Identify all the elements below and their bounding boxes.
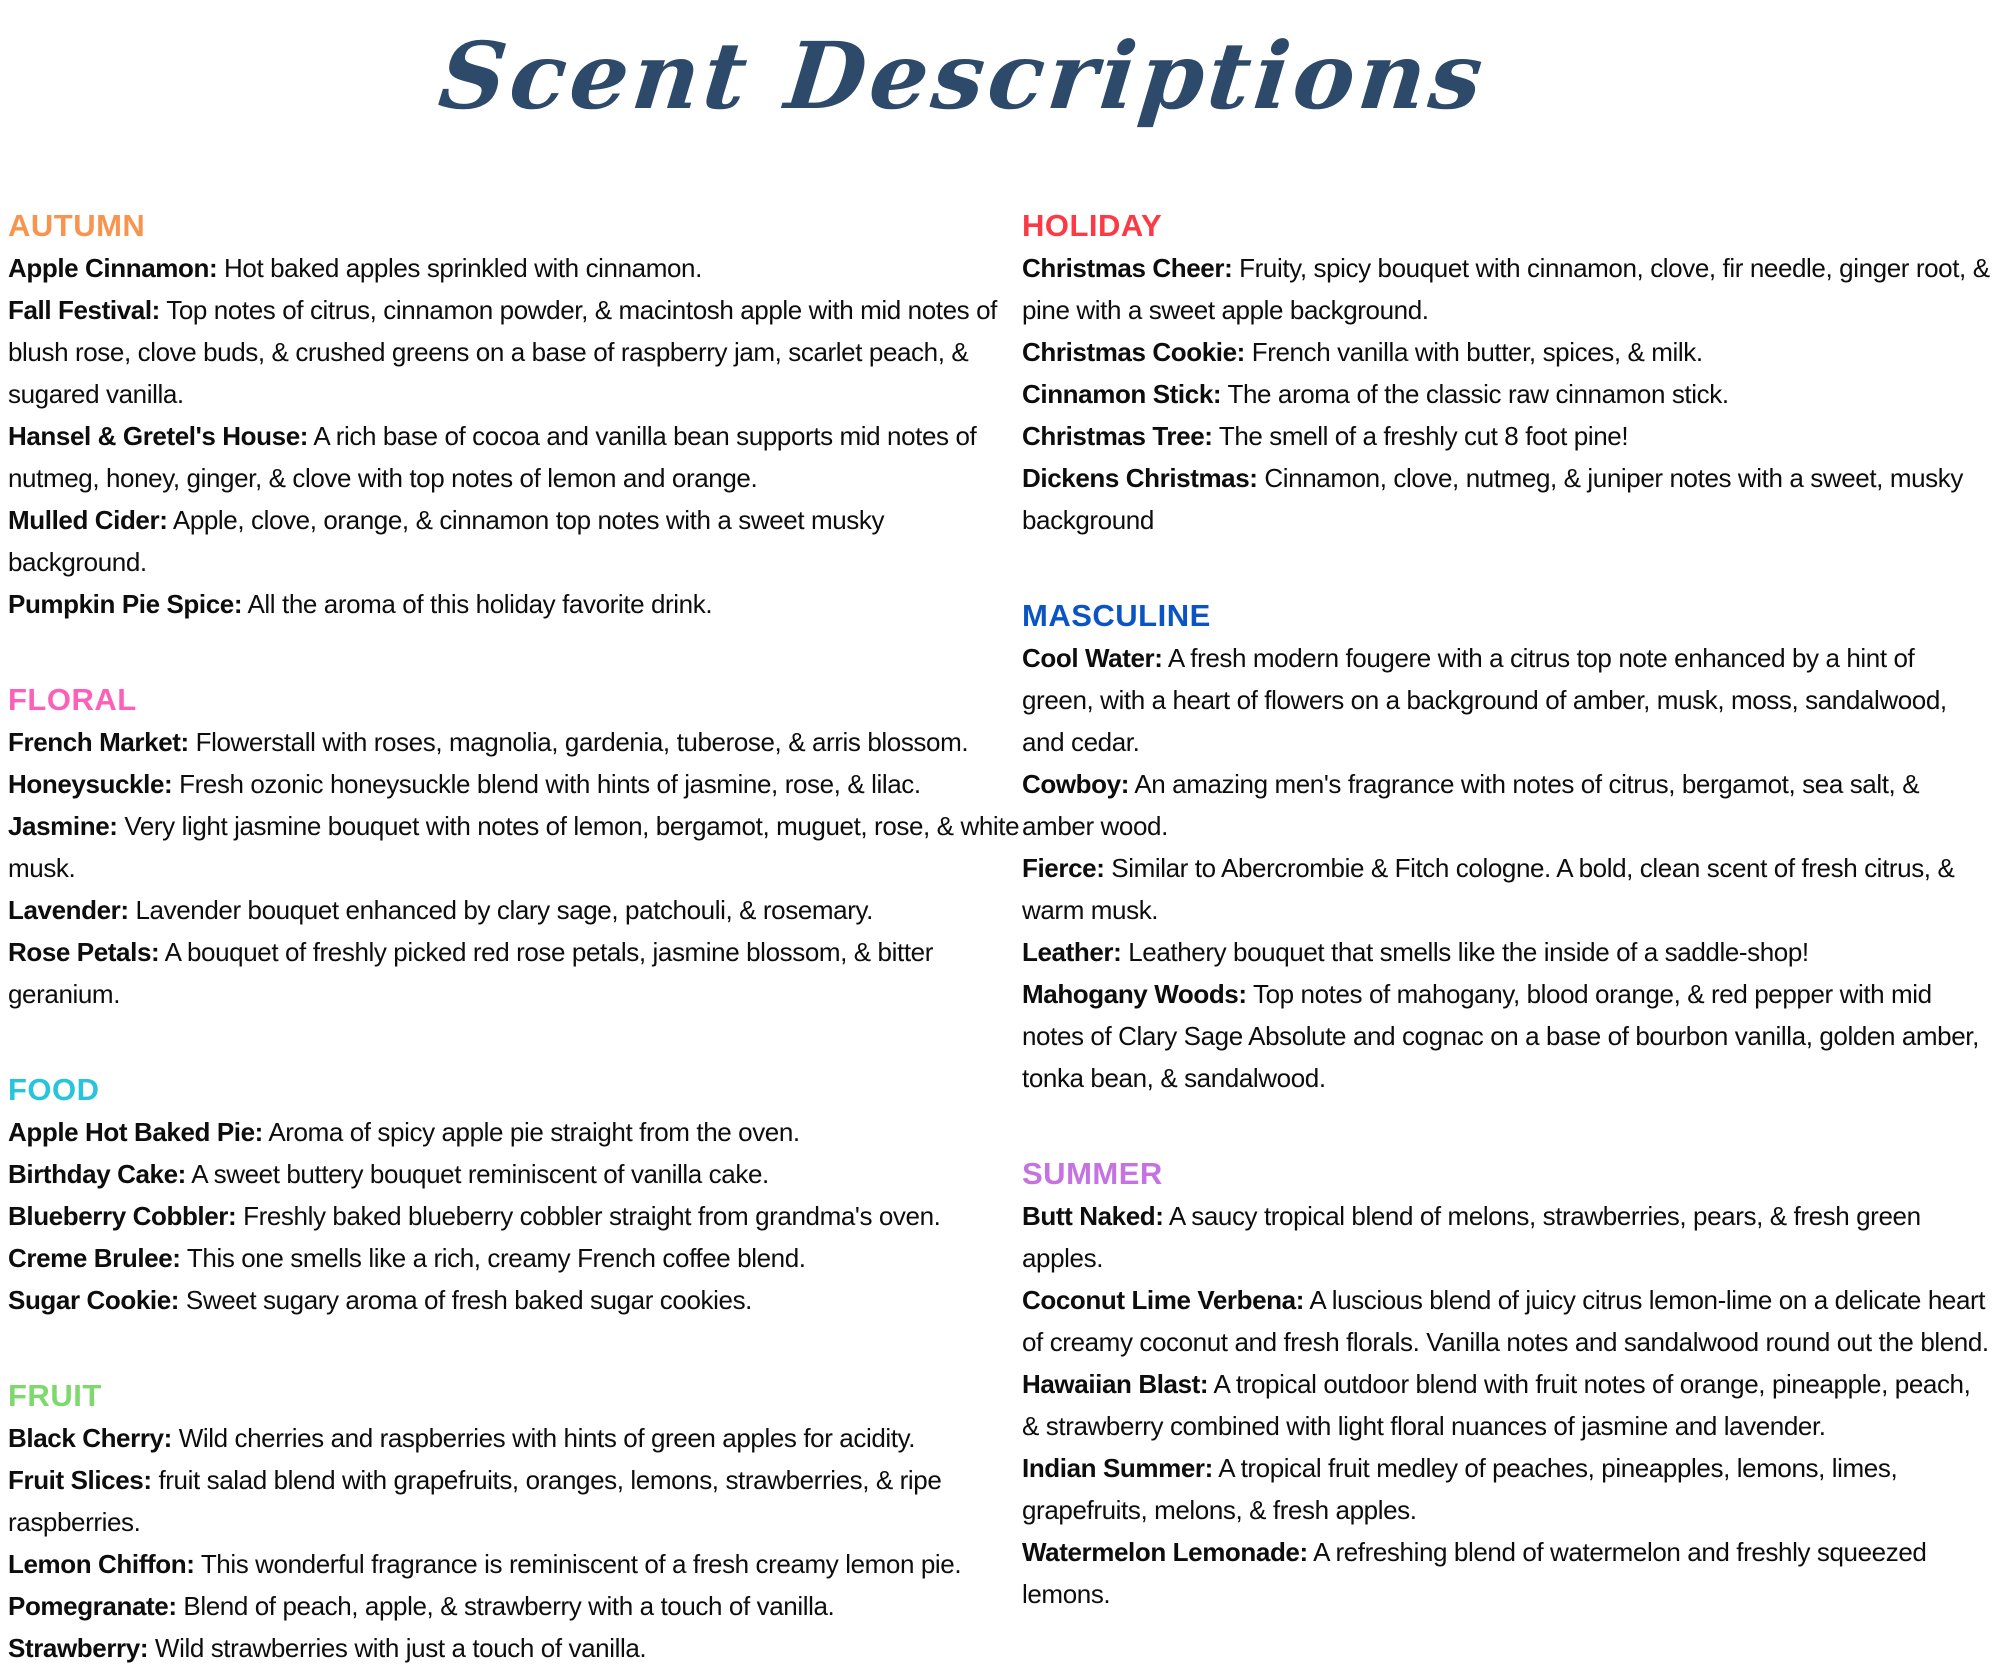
scent-entry [1022,847,1992,931]
scent-description: A bouquet of freshly picked red rose petals, jasmine blossom, & bitter geranium. [8,937,933,1009]
scent-entry [8,1279,1022,1321]
scent-name: Hawaiian Blast: [1022,1369,1209,1399]
scent-description: Blend of peach, apple, & strawberry with a touch of vanilla. [176,1591,835,1621]
section-summer [1022,1153,1992,1615]
scent-name: Rose Petals: [8,937,160,967]
scent-description: A sweet buttery bouquet reminiscent of vanilla cake. [185,1159,769,1189]
scent-name: Birthday Cake: [8,1159,186,1189]
scent-description: Flowerstall with roses, magnolia, gardenia, tuberose, & arris blossom. [188,727,969,757]
scent-entry [8,1153,1022,1195]
scent-entry [8,415,1022,499]
section-food [8,1069,1022,1321]
scent-name: Coconut Lime Verbena: [1022,1285,1304,1315]
scent-name: Creme Brulee: [8,1243,181,1273]
scent-description: A luscious blend of juicy citrus lemon-lime on a delicate heart of creamy coconut and fresh florals. Vanilla notes and sandalwood round out the blend. [1022,1285,1989,1357]
scent-entry [1022,331,1992,373]
scent-description: Lavender bouquet enhanced by clary sage, patchouli, & rosemary. [128,895,873,925]
scent-description: Cinnamon, clove, nutmeg, & juniper notes with a sweet, musky background [1022,463,1963,535]
scent-entry [8,583,1022,625]
scent-entry [8,1459,1022,1543]
scent-entry [8,1111,1022,1153]
scent-name: Fruit Slices: [8,1465,152,1495]
scent-entry [1022,415,1992,457]
section-masculine [1022,595,1992,1099]
scent-entry [1022,247,1992,331]
scent-description: Top notes of citrus, cinnamon powder, & macintosh apple with mid notes of blush rose, clove buds, & crushed greens on a base of raspberry jam, scarlet peach, & sugared vanilla. [8,295,997,409]
scent-name: Apple Hot Baked Pie: [8,1117,263,1147]
scent-description: French vanilla with butter, spices, & milk. [1244,337,1703,367]
page-title: Scent Descriptions [434,22,1492,130]
scent-entry [1022,973,1992,1099]
scent-name: Lemon Chiffon: [8,1549,195,1579]
scent-entry [8,1417,1022,1459]
scent-description: Aroma of spicy apple pie straight from the oven. [262,1117,800,1147]
scent-name: Watermelon Lemonade: [1022,1537,1308,1567]
scent-description: Wild cherries and raspberries with hints of green apples for acidity. [171,1423,916,1453]
scent-description: An amazing men's fragrance with notes of citrus, bergamot, sea salt, & amber wood. [1022,769,1920,841]
scent-name: Lavender: [8,895,129,925]
scent-name: Apple Cinnamon: [8,253,218,283]
scent-name: Jasmine: [8,811,118,841]
scent-description: Very light jasmine bouquet with notes of lemon, bergamot, muguet, rose, & white musk. [8,811,1020,883]
scent-description: Hot baked apples sprinkled with cinnamon. [217,253,702,283]
scent-name: French Market: [8,727,189,757]
scent-description: The aroma of the classic raw cinnamon stick. [1221,379,1729,409]
scent-description: Fruity, spicy bouquet with cinnamon, clove, fir needle, ginger root, & pine with a sweet apple background. [1022,253,1990,325]
scent-entry [8,931,1022,1015]
scent-description: Sweet sugary aroma of fresh baked sugar cookies. [179,1285,752,1315]
scent-entry [8,1195,1022,1237]
scent-name: Cowboy: [1022,769,1129,799]
scent-description: The smell of a freshly cut 8 foot pine! [1212,421,1629,451]
section-header-food: FOOD [8,1072,100,1107]
scent-entry [1022,1279,1992,1363]
scent-description: Similar to Abercrombie & Fitch cologne. A bold, clean scent of fresh citrus, & warm musk. [1022,853,1955,925]
scent-description: This wonderful fragrance is reminiscent of a fresh creamy lemon pie. [194,1549,962,1579]
scent-entry [8,1543,1022,1585]
column-right [1022,205,1992,1669]
scent-description: A rich base of cocoa and vanilla bean supports mid notes of nutmeg, honey, ginger, & clove with top notes of lemon and orange. [8,421,977,493]
scent-description: A fresh modern fougere with a citrus top note enhanced by a hint of green, with a heart of flowers on a background of amber, musk, moss, sandalwood, and cedar. [1022,643,1947,757]
section-header-autumn: AUTUMN [8,208,146,243]
scent-entry [1022,1363,1992,1447]
scent-name: Pumpkin Pie Spice: [8,589,243,619]
scent-description: All the aroma of this holiday favorite drink. [242,589,713,619]
scent-name: Sugar Cookie: [8,1285,180,1315]
section-holiday [1022,205,1992,541]
scent-entry [8,763,1022,805]
scent-entry [8,1585,1022,1627]
scent-description: Leathery bouquet that smells like the inside of a saddle-shop! [1121,937,1809,967]
scent-description: fruit salad blend with grapefruits, oranges, lemons, strawberries, & ripe raspberries. [8,1465,942,1537]
scent-name: Fall Festival: [8,295,160,325]
scent-name: Strawberry: [8,1633,149,1663]
scent-description: Top notes of mahogany, blood orange, & red pepper with mid notes of Clary Sage Absolute and cognac on a base of bourbon vanilla, golden amber, tonka bean, & sandalwood. [1022,979,1979,1093]
scent-name: Christmas Cheer: [1022,253,1233,283]
scent-name: Christmas Cookie: [1022,337,1245,367]
scent-entry [8,889,1022,931]
scent-name: Mulled Cider: [8,505,168,535]
scent-description: A refreshing blend of watermelon and freshly squeezed lemons. [1022,1537,1927,1609]
scent-name: Hansel & Gretel's House: [8,421,309,451]
scent-entry [8,721,1022,763]
scent-name: Indian Summer: [1022,1453,1213,1483]
section-fruit [8,1375,1022,1669]
scent-name: Mahogany Woods: [1022,979,1247,1009]
scent-description: Freshly baked blueberry cobbler straight from grandma's oven. [236,1201,941,1231]
scent-description: A saucy tropical blend of melons, strawberries, pears, & fresh green apples. [1022,1201,1921,1273]
scent-entry [8,805,1022,889]
scent-name: Black Cherry: [8,1423,172,1453]
scent-entry [1022,931,1992,973]
section-autumn [8,205,1022,625]
scent-entry [8,247,1022,289]
scent-name: Blueberry Cobbler: [8,1201,237,1231]
scent-entry [8,1627,1022,1669]
scent-entry [8,1237,1022,1279]
section-floral [8,679,1022,1015]
scent-entry [1022,1195,1992,1279]
section-header-floral: FLORAL [8,682,137,717]
section-header-holiday: HOLIDAY [1022,208,1163,243]
scent-name: Pomegranate: [8,1591,177,1621]
section-header-masculine: MASCULINE [1022,598,1211,633]
scent-entry [1022,1447,1992,1531]
scent-name: Dickens Christmas: [1022,463,1258,493]
scent-description: Fresh ozonic honeysuckle blend with hints of jasmine, rose, & lilac. [172,769,921,799]
scent-entry [8,289,1022,415]
scent-description: Wild strawberries with just a touch of vanilla. [148,1633,647,1663]
scent-name: Cool Water: [1022,643,1163,673]
scent-name: Butt Naked: [1022,1201,1164,1231]
scent-name: Fierce: [1022,853,1105,883]
scent-entry [1022,373,1992,415]
scent-name: Cinnamon Stick: [1022,379,1222,409]
scent-description: Apple, clove, orange, & cinnamon top notes with a sweet musky background. [8,505,885,577]
scent-entry [1022,763,1992,847]
scent-name: Honeysuckle: [8,769,173,799]
section-header-fruit: FRUIT [8,1378,102,1413]
scent-description: This one smells like a rich, creamy French coffee blend. [180,1243,806,1273]
scent-description: A tropical outdoor blend with fruit notes of orange, pineapple, peach, & strawberry combined with light floral nuances of jasmine and lavender. [1022,1369,1971,1441]
scent-name: Leather: [1022,937,1122,967]
scent-entry [1022,637,1992,763]
column-left [8,205,1022,1669]
columns-container [8,205,2000,1669]
scent-entry [1022,1531,1992,1615]
scent-entry [1022,457,1992,541]
scent-description: A tropical fruit medley of peaches, pineapples, lemons, limes, grapefruits, melons, & fresh apples. [1022,1453,1898,1525]
scent-name: Christmas Tree: [1022,421,1213,451]
scent-entry [8,499,1022,583]
section-header-summer: SUMMER [1022,1156,1163,1191]
